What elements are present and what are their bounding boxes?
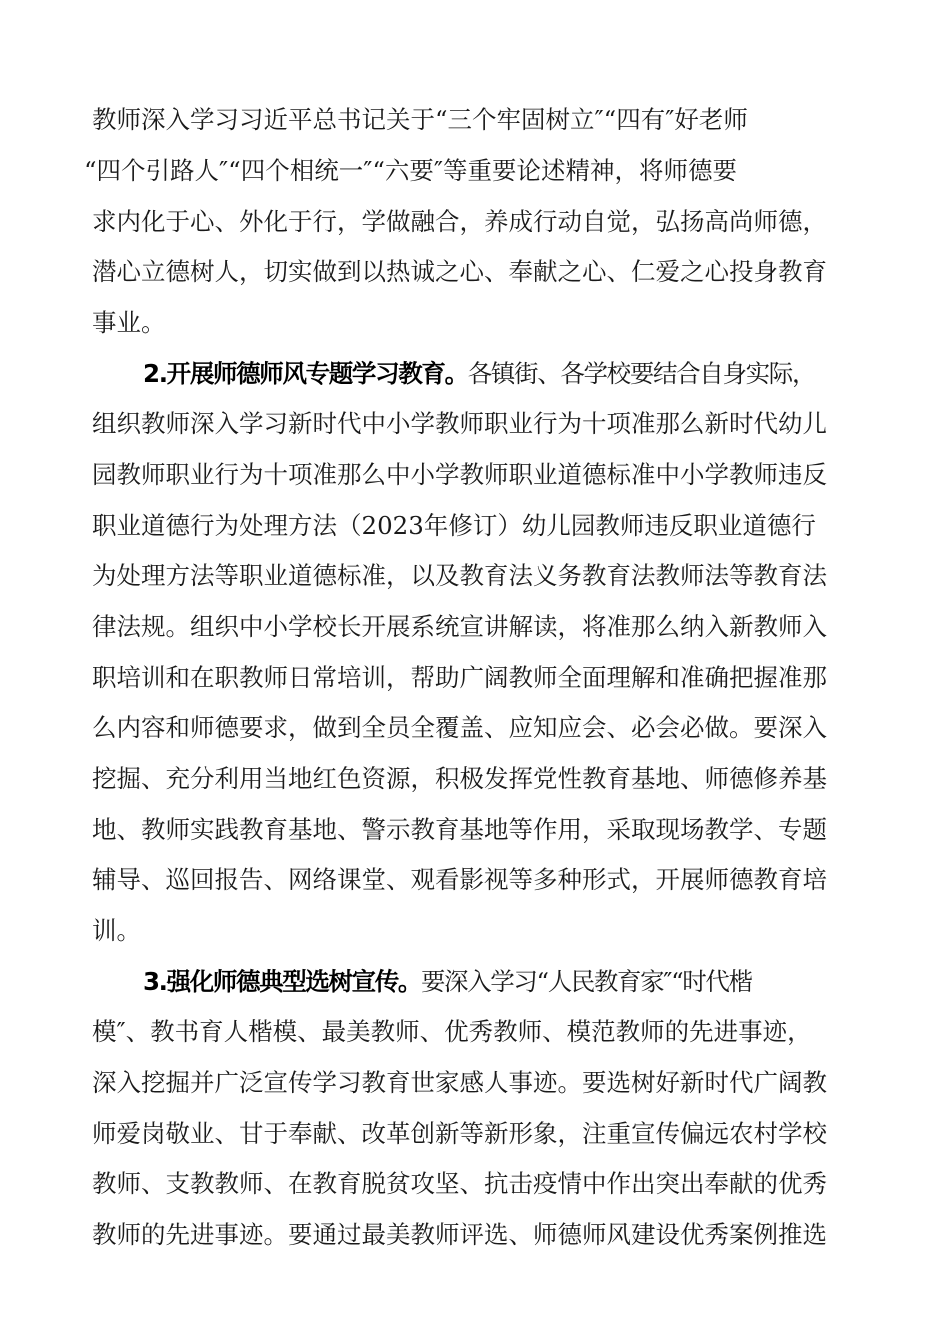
section-heading-continuation: 各镇街、各学校要结合自身实际， [467, 359, 816, 388]
paragraph-line: “四个引路人″“四个相统一″“六要″等重要论述精神，将师德要 [84, 156, 738, 185]
paragraph-line: 挖掘、充分利用当地红色资源，积极发挥党性教育基地、师德修养基 [92, 764, 827, 793]
paragraph-line: 事业。 [92, 308, 166, 337]
paragraph-line: 潜心立德树人，切实做到以热诚之心、奉献之心、仁爱之心投身教育 [92, 257, 827, 286]
paragraph-line: 模″、教书育人楷模、最美教师、优秀教师、模范教师的先进事迹， [92, 1017, 812, 1046]
paragraph-line: 地、教师实践教育基地、警示教育基地等作用，采取现场教学、专题 [92, 815, 827, 844]
section-heading-line [143, 956, 923, 1008]
paragraph-line: 组织教师深入学习新时代中小学教师职业行为十项准那么新时代幼儿 [92, 409, 827, 438]
paragraph-line: 职培训和在职教师日常培训，帮助广阔教师全面理解和准确把握准那 [92, 663, 827, 692]
paragraph-line: 训。 [92, 916, 141, 945]
paragraph-line: 求内化于心、外化于行，学做融合，养成行动自觉，弘扬高尚师德， [92, 207, 827, 236]
paragraph-line: 辅导、巡回报告、网络课堂、观看影视等多种形式，开展师德教育培 [92, 865, 827, 894]
paragraph-line: 园教师职业行为十项准那么中小学教师职业道德标准中小学教师违反 [92, 460, 827, 489]
section-heading: 2.开展师德师风专题学习教育。 [143, 359, 468, 388]
paragraph-line: 为处理方法等职业道德标准，以及教育法义务教育法教师法等教育法 [92, 561, 827, 590]
paragraph-line: 律法规。组织中小学校长开展系统宣讲解读，将准那么纳入新教师入 [92, 612, 827, 641]
paragraph-line: 教师的先进事迹。要通过最美教师评选、师德师风建设优秀案例推选 [92, 1220, 827, 1249]
paragraph-line: 职业道德行为处理方法（2023年修订）幼儿园教师违反职业道德行 [92, 511, 816, 540]
paragraph-line: 么内容和师德要求，做到全员全覆盖、应知应会、必会必做。要深入 [92, 713, 827, 742]
section-heading-continuation: 要深入学习“人民教育家″“时代楷 [420, 967, 752, 996]
paragraph-line: 深入挖掘并广泛宣传学习教育世家感人事迹。要选树好新时代广阔教 [92, 1068, 827, 1097]
section-heading: 3.强化师德典型选树宣传。 [143, 967, 421, 996]
paragraph-line: 师爱岗敬业、甘于奉献、改革创新等新形象，注重宣传偏远农村学校 [92, 1119, 827, 1148]
paragraph-line: 教师深入学习习近平总书记关于“三个牢固树立″“四有″好老师 [92, 105, 748, 134]
section-heading-line [143, 348, 923, 400]
paragraph-line: 教师、支教教师、在教育脱贫攻坚、抗击疫情中作出突出奉献的优秀 [92, 1169, 827, 1198]
